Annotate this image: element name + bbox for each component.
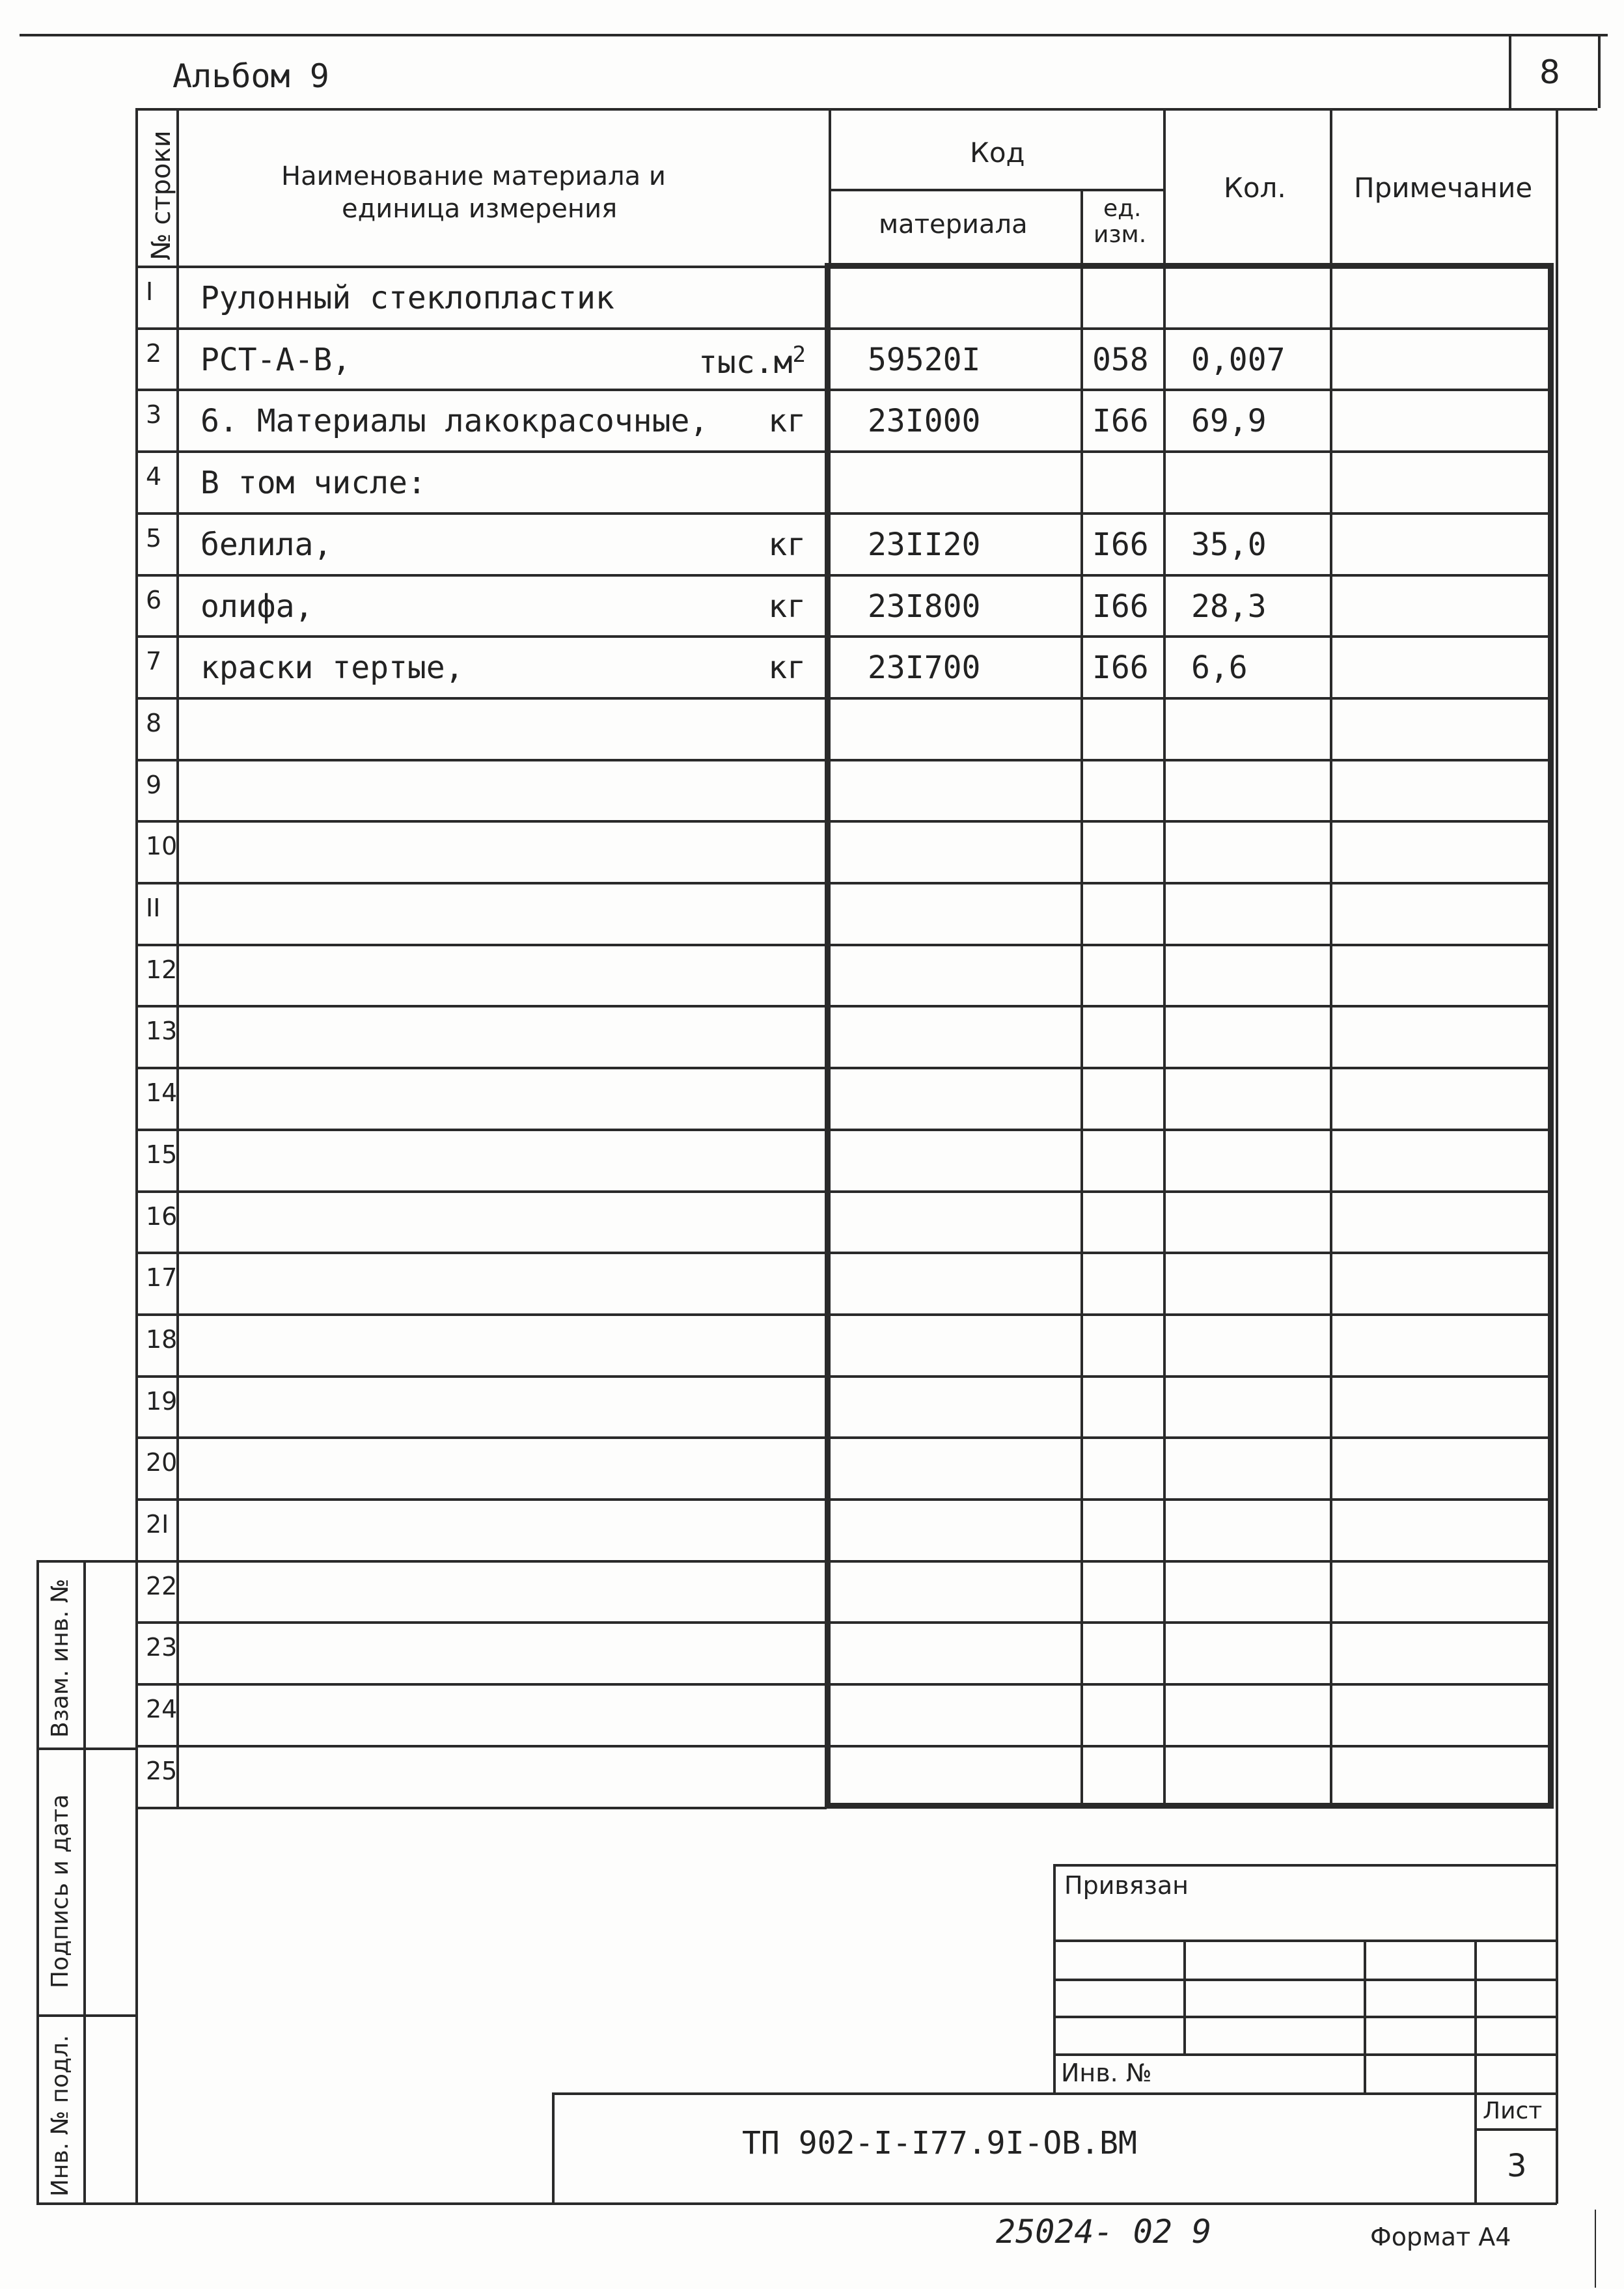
table-row — [135, 1498, 1551, 1560]
unit-code: 058 — [1092, 342, 1149, 378]
unit-code: I66 — [1092, 650, 1149, 686]
header-quantity: Кол. — [1224, 172, 1286, 204]
row-number: 13 — [146, 1017, 178, 1045]
row-number: 17 — [146, 1263, 178, 1292]
unit-code: I66 — [1092, 527, 1149, 563]
material-name: олифа, — [200, 588, 314, 625]
stamp-sheet-label: Лист — [1483, 2098, 1543, 2124]
table-row — [135, 1436, 1551, 1498]
material-name: В том числе: — [200, 465, 426, 501]
material-code: 59520I — [868, 342, 981, 378]
footer-handwritten-number: 25024- 02 9 — [996, 2213, 1212, 2251]
table-row — [135, 1560, 1551, 1622]
margin-vzam-inv: Взам. инв. № — [47, 1578, 74, 1738]
unit-code: I66 — [1092, 588, 1149, 625]
table-row — [135, 1067, 1551, 1129]
margin-inv-podl: Инв. № подл. — [47, 2035, 74, 2197]
row-number: 20 — [146, 1448, 178, 1477]
row-number: 15 — [146, 1140, 178, 1169]
material-unit — [768, 403, 806, 439]
footer-format: Формат А4 — [1370, 2223, 1511, 2251]
quantity: 28,3 — [1191, 588, 1267, 625]
table-row — [135, 820, 1551, 882]
table-row — [135, 882, 1551, 944]
row-number: 8 — [146, 709, 162, 737]
header-note: Примечание — [1354, 172, 1533, 204]
table-row — [135, 327, 1551, 389]
quantity: 69,9 — [1191, 403, 1267, 439]
row-number: II — [146, 894, 161, 922]
unit-text: кг — [768, 527, 806, 563]
row-number: 16 — [146, 1202, 178, 1231]
table-row — [135, 1745, 1551, 1807]
table-row — [135, 635, 1551, 697]
row-number: 18 — [146, 1325, 178, 1354]
header-name-line2: единица измерения — [342, 194, 618, 224]
unit-text: кг — [768, 650, 806, 686]
row-number: 5 — [146, 524, 162, 553]
unit-text: кг — [768, 403, 806, 439]
material-unit — [768, 527, 806, 563]
stamp-document-code: ТП 902-I-I77.9I-ОВ.ВМ — [742, 2125, 1137, 2161]
header-row-number: № строки — [146, 130, 176, 260]
margin-signature-date: Подпись и дата — [47, 1794, 74, 1988]
row-number: 12 — [146, 955, 178, 984]
row-number: 19 — [146, 1387, 178, 1416]
material-code: 23I000 — [868, 403, 981, 439]
material-code: 23II20 — [868, 527, 981, 563]
row-number: 14 — [146, 1078, 178, 1107]
quantity: 6,6 — [1191, 650, 1248, 686]
unit-code: I66 — [1092, 403, 1149, 439]
table-row — [135, 1375, 1551, 1437]
row-number: 22 — [146, 1572, 178, 1600]
table-row — [135, 1129, 1551, 1190]
unit-text: тыс.м — [698, 344, 793, 381]
album-label: Альбом 9 — [172, 57, 329, 95]
table-row — [135, 1313, 1551, 1375]
material-name: РСТ-А-В, — [200, 342, 351, 378]
stamp-sheet-number: 3 — [1507, 2148, 1527, 2184]
table-row — [135, 1005, 1551, 1067]
table-row — [135, 697, 1551, 759]
unit-superscript: 2 — [792, 342, 806, 368]
table-row — [135, 944, 1551, 1006]
unit-text: кг — [768, 588, 806, 625]
row-number: 3 — [146, 400, 162, 429]
material-name: белила, — [200, 527, 333, 563]
row-number: 7 — [146, 647, 162, 676]
table-row — [135, 759, 1551, 821]
table-row — [135, 450, 1551, 512]
stamp-privyazan: Привязан — [1064, 1871, 1189, 1900]
quantity: 35,0 — [1191, 527, 1267, 563]
table-row — [135, 512, 1551, 574]
row-number: I — [146, 277, 154, 306]
row-number: 9 — [146, 771, 162, 799]
header-unit-line1: ед. — [1103, 195, 1142, 222]
material-unit — [768, 588, 806, 625]
row-number: 10 — [146, 832, 178, 860]
material-code: 23I800 — [868, 588, 981, 625]
header-code: Код — [970, 137, 1025, 169]
table-row — [135, 574, 1551, 636]
table-row — [135, 266, 1551, 327]
material-name: 6. Материалы лакокрасочные, — [200, 403, 709, 439]
row-number: 25 — [146, 1757, 178, 1785]
table-row — [135, 389, 1551, 450]
material-name: Рулонный стеклопластик — [200, 280, 614, 316]
table-row — [135, 1252, 1551, 1313]
stamp-inv-no: Инв. № — [1061, 2059, 1152, 2087]
row-number: 4 — [146, 462, 162, 491]
header-name-line1: Наименование материала и — [281, 161, 666, 191]
table-row — [135, 1683, 1551, 1745]
row-number: 2I — [146, 1510, 169, 1539]
material-unit — [698, 342, 806, 381]
material-unit — [768, 650, 806, 686]
header-material: материала — [879, 210, 1028, 240]
table-row — [135, 1621, 1551, 1683]
table-row — [135, 1190, 1551, 1252]
header-unit-line2: изм. — [1094, 221, 1147, 248]
row-number: 24 — [146, 1695, 178, 1723]
row-number: 23 — [146, 1633, 178, 1662]
row-number: 2 — [146, 339, 162, 368]
material-code: 23I700 — [868, 650, 981, 686]
page-number: 8 — [1539, 53, 1560, 91]
material-name: краски тертые, — [200, 650, 464, 686]
row-number: 6 — [146, 586, 162, 614]
quantity: 0,007 — [1191, 342, 1286, 378]
